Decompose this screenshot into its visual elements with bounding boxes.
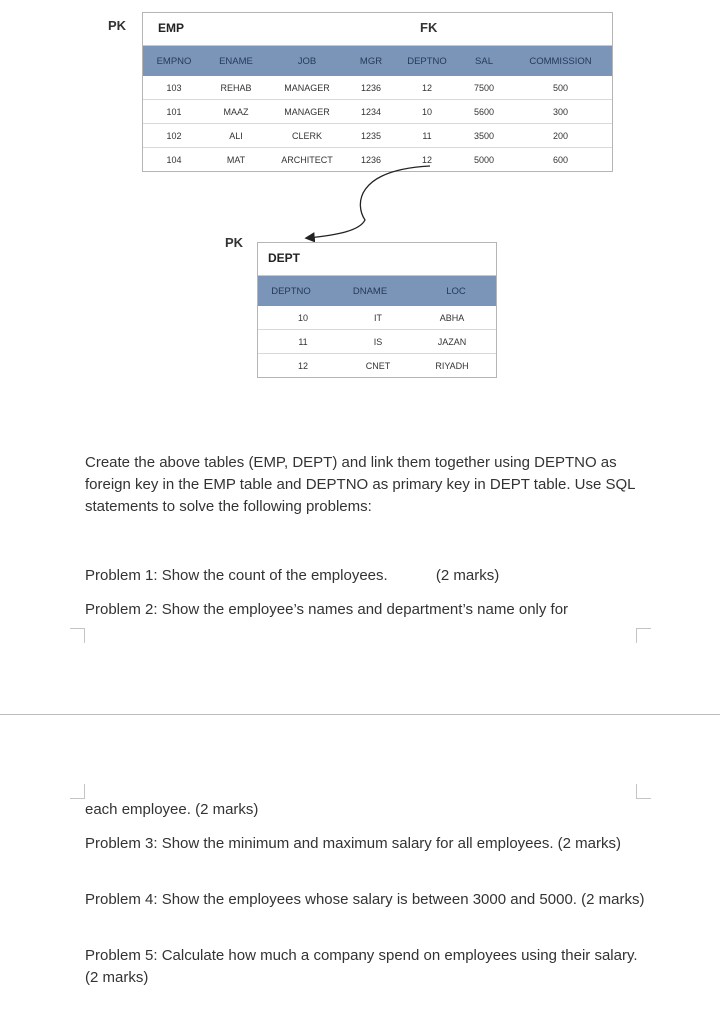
emp-cell: 500 bbox=[552, 82, 569, 93]
emp-col-ename: ENAME bbox=[219, 55, 253, 67]
emp-cell: MANAGER bbox=[284, 82, 330, 93]
emp-table bbox=[142, 12, 613, 172]
fk-relationship-arrow bbox=[295, 160, 445, 250]
emp-cell: 1236 bbox=[360, 82, 382, 93]
emp-cell: ALI bbox=[229, 130, 243, 141]
emp-cell: MANAGER bbox=[284, 106, 330, 117]
emp-cell: REHAB bbox=[220, 82, 252, 93]
emp-cell: 102 bbox=[166, 130, 182, 141]
problem-1-text: Problem 1: Show the count of the employees. bbox=[85, 567, 388, 584]
dept-cell: 12 bbox=[297, 360, 308, 371]
dept-cell: 10 bbox=[297, 312, 308, 323]
emp-cell: 3500 bbox=[473, 130, 495, 141]
page-separator bbox=[0, 714, 720, 715]
emp-cell: 103 bbox=[166, 82, 182, 93]
dept-row bbox=[258, 354, 496, 377]
crop-mark bbox=[636, 628, 651, 643]
emp-cell: 10 bbox=[421, 106, 432, 117]
emp-cell: 7500 bbox=[473, 82, 495, 93]
emp-cell: 5600 bbox=[473, 106, 495, 117]
dept-cell: 11 bbox=[298, 336, 308, 347]
dept-cell: IS bbox=[373, 336, 383, 347]
problem-1 bbox=[85, 565, 645, 587]
emp-header-row bbox=[143, 46, 612, 76]
emp-row bbox=[143, 100, 612, 124]
dept-table bbox=[257, 242, 497, 378]
problem-5: Problem 5: Calculate how much a company spend on employees using their salary. (2 marks) bbox=[85, 947, 638, 986]
emp-cell: 300 bbox=[552, 106, 569, 117]
intro-paragraph: Create the above tables (EMP, DEPT) and link them together using DEPTNO as foreign key in the EMP table and DEPTNO as primary key in DEPT table. Use SQL statements to solve the following problems: bbox=[85, 454, 635, 515]
dept-row bbox=[258, 330, 496, 354]
crop-mark bbox=[636, 784, 651, 799]
emp-cell: 12 bbox=[421, 82, 432, 93]
emp-cell: MAT bbox=[226, 154, 246, 165]
emp-cell: 101 bbox=[166, 106, 182, 117]
dept-cell: JAZAN bbox=[437, 336, 467, 347]
emp-col-mgr: MGR bbox=[359, 55, 383, 67]
emp-cell: 12 bbox=[421, 154, 432, 165]
dept-row bbox=[258, 306, 496, 330]
emp-col-job: JOB bbox=[297, 55, 317, 67]
emp-col-deptno: DEPTNO bbox=[407, 55, 447, 67]
problem-3: Problem 3: Show the minimum and maximum salary for all employees. (2 marks) bbox=[85, 835, 622, 852]
emp-row bbox=[143, 76, 612, 100]
emp-cell: CLERK bbox=[291, 130, 322, 141]
emp-cell: 200 bbox=[552, 130, 569, 141]
dept-cell: RIYADH bbox=[435, 360, 469, 371]
emp-cell: 11 bbox=[422, 130, 432, 141]
emp-col-sal: SAL bbox=[475, 55, 493, 67]
problem-2-continued: each employee. (2 marks) bbox=[85, 801, 259, 818]
problem-4: Problem 4: Show the employees whose salary is between 3000 and 5000. (2 marks) bbox=[85, 891, 645, 908]
dept-cell: IT bbox=[374, 312, 382, 323]
emp-col-commission: COMMISSION bbox=[529, 55, 592, 67]
emp-cell: 1236 bbox=[360, 154, 382, 165]
emp-cell: 1235 bbox=[360, 130, 382, 141]
emp-cell: 5000 bbox=[473, 154, 495, 165]
emp-cell: ARCHITECT bbox=[281, 154, 333, 165]
dept-col-loc: LOC bbox=[446, 285, 466, 297]
emp-fk-label: FK bbox=[420, 20, 438, 35]
crop-mark bbox=[70, 784, 85, 799]
dept-pk-label: PK bbox=[225, 235, 244, 250]
dept-cell: ABHA bbox=[439, 312, 465, 323]
emp-cell: MAAZ bbox=[223, 106, 249, 117]
dept-header-row bbox=[258, 276, 496, 306]
dept-col-deptno: DEPTNO bbox=[271, 285, 311, 297]
emp-row bbox=[143, 124, 612, 148]
dept-col-dname: DNAME bbox=[352, 285, 388, 297]
emp-pk-label: PK bbox=[108, 18, 127, 33]
emp-cell: 600 bbox=[552, 154, 569, 165]
problem-2: Problem 2: Show the employee’s names and department’s name only for bbox=[85, 601, 569, 618]
dept-cell: CNET bbox=[365, 360, 391, 371]
emp-cell: 104 bbox=[166, 154, 182, 165]
dept-table-title: DEPT bbox=[258, 243, 496, 276]
emp-table-title: EMP bbox=[143, 13, 612, 46]
crop-mark bbox=[70, 628, 85, 643]
emp-cell: 1234 bbox=[360, 106, 382, 117]
problem-1-marks: (2 marks) bbox=[435, 567, 500, 584]
emp-col-empno: EMPNO bbox=[156, 55, 192, 67]
